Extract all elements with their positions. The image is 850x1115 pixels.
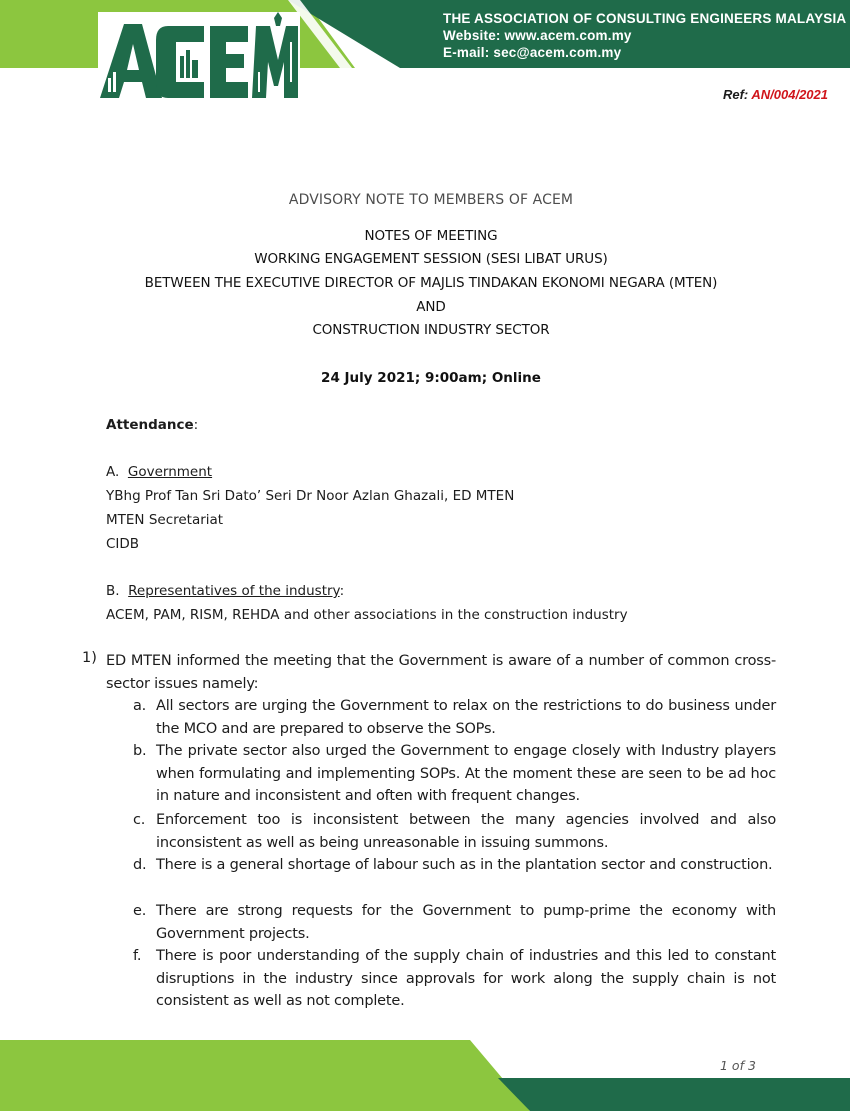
subitem-text: All sectors are urging the Government to relax on the restrictions to do business under the MCO and are prepared to observe the SOPs.	[156, 698, 776, 737]
subitem-b	[133, 740, 776, 808]
group-a-member-3: CIDB	[106, 536, 140, 552]
subitem-letter: e.	[133, 903, 147, 919]
ref-value: AN/004/2021	[751, 87, 828, 102]
subitem-text: Enforcement too is inconsistent between the many agencies involved and also inconsistent as well as being unreasonable in issuing summons.	[156, 812, 776, 851]
reference-number	[723, 87, 828, 102]
title-line-4: AND	[416, 299, 446, 315]
acem-logo-icon	[98, 12, 300, 102]
subitem-text: The private sector also urged the Government to engage closely with Industry players when formulating and implementing SOPs. At the moment these are seen to be ad hoc in nature and inconsistent and often with frequent changes.	[156, 743, 776, 804]
title-line-1: NOTES OF MEETING	[364, 228, 498, 244]
group-a-letter: A.	[106, 464, 120, 480]
website-text: Website: www.acem.com.my	[443, 28, 632, 43]
subitem-letter: a.	[133, 698, 147, 714]
group-a-member-1: YBhg Prof Tan Sri Dato’ Seri Dr Noor Azlan Ghazali, ED MTEN	[106, 488, 515, 504]
attendance-colon: :	[193, 417, 199, 433]
subitem-e	[133, 900, 776, 945]
title-line-5: CONSTRUCTION INDUSTRY SECTOR	[312, 322, 550, 338]
group-b-heading	[106, 583, 344, 599]
subitem-letter: d.	[133, 857, 147, 873]
title-line-3: BETWEEN THE EXECUTIVE DIRECTOR OF MAJLIS TINDAKAN EKONOMI NEGARA (MTEN)	[144, 275, 718, 291]
footer-band	[0, 1040, 850, 1111]
group-b-colon: :	[339, 583, 345, 599]
title-line-2: WORKING ENGAGEMENT SESSION (SESI LIBAT URUS)	[254, 251, 608, 267]
item-text: ED MTEN informed the meeting that the Government is aware of a number of common cross-sector issues namely:	[106, 653, 776, 692]
attendance-heading	[106, 417, 198, 433]
subitem-text: There is a general shortage of labour such as in the plantation sector and construction.	[156, 857, 773, 873]
advisory-title: ADVISORY NOTE TO MEMBERS OF ACEM	[288, 192, 574, 208]
group-a-member-2: MTEN Secretariat	[106, 512, 224, 528]
organization-name: THE ASSOCIATION OF CONSULTING ENGINEERS MALAYSIA	[443, 11, 847, 26]
group-b-letter: B.	[106, 583, 120, 599]
subitem-d	[133, 854, 776, 877]
acem-logo	[98, 12, 300, 102]
subitem-text: There are strong requests for the Government to pump-prime the economy with Government projects.	[156, 903, 776, 942]
meeting-date: 24 July 2021; 9:00am; Online	[321, 370, 541, 386]
subitem-f	[133, 945, 776, 1013]
subitem-letter: c.	[133, 812, 146, 828]
attendance-label: Attendance	[106, 417, 194, 433]
item-number: 1)	[82, 650, 97, 666]
organization-info	[443, 10, 846, 61]
group-a-title: Government	[127, 464, 213, 480]
subitem-letter: b.	[133, 743, 147, 759]
group-a-heading	[106, 464, 212, 480]
page-number: 1 of 3	[720, 1058, 756, 1073]
ref-label: Ref:	[722, 87, 749, 102]
subitem-letter: f.	[133, 948, 142, 964]
email-text: E-mail: sec@acem.com.my	[443, 45, 622, 60]
group-b-member-1: ACEM, PAM, RISM, REHDA and other associations in the construction industry	[106, 607, 628, 623]
subitem-c	[133, 809, 776, 854]
subitem-a	[133, 695, 776, 740]
subitem-text: There is poor understanding of the supply chain of industries and this led to constant disruptions in the industry since approvals for work along the supply chain is not consistent as well as not complete.	[156, 948, 776, 1009]
group-b-title: Representatives of the industry	[128, 583, 340, 599]
